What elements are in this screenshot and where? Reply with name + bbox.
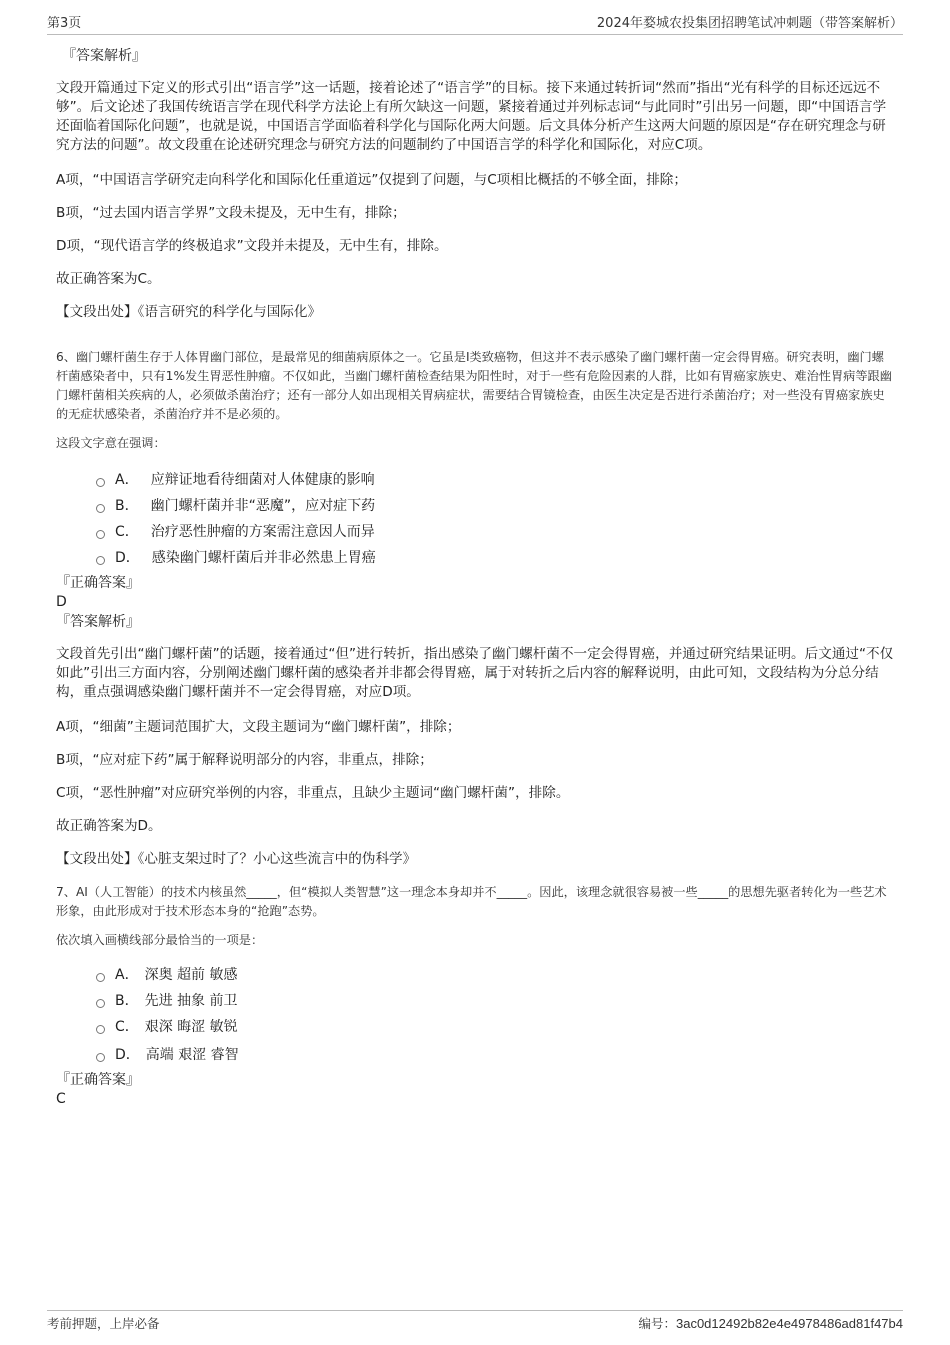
- radio-button[interactable]: [96, 504, 105, 513]
- q7-options: [56, 962, 896, 1070]
- q6-option-b[interactable]: B． 幽门螺杆菌并非“恶魔”，应对症下药: [96, 493, 896, 519]
- footer-slogan: 考前押题，上岸必备: [47, 1316, 160, 1331]
- radio-button[interactable]: [96, 478, 105, 487]
- radio-button[interactable]: [96, 1025, 105, 1034]
- page-footer: [47, 1310, 903, 1332]
- q6-analysis-item-c: C项，“恶性肿瘤”对应研究举例的内容，非重点，且缺少主题词“幽门螺杆菌”，排除。: [56, 785, 570, 801]
- q6-option-c[interactable]: C． 治疗恶性肿瘤的方案需注意因人而异: [96, 519, 896, 545]
- q7-option-a[interactable]: A． 深奥 超前 敏感: [96, 962, 896, 988]
- q7-option-b[interactable]: B． 先进 抽象 前卫: [96, 988, 896, 1014]
- radio-button[interactable]: [96, 556, 105, 565]
- page-content: [56, 46, 896, 1108]
- q5-analysis-item-b: B项，“过去国内语言学界”文段未提及，无中生有，排除；: [56, 205, 406, 221]
- footer-code: 编号：3ac0d12492b82e4e4978486ad81f47b4: [638, 1316, 903, 1331]
- radio-button[interactable]: [96, 973, 105, 982]
- q7-option-c[interactable]: C． 艰深 晦涩 敏锐: [96, 1014, 896, 1040]
- q6-source: 【文段出处】《心脏支架过时了？小心这些流言中的伪科学》: [56, 851, 417, 867]
- q7-option-d[interactable]: D． 高端 艰涩 睿智: [96, 1040, 896, 1070]
- page-header: [47, 12, 903, 35]
- radio-button[interactable]: [96, 530, 105, 539]
- q5-analysis-text: 文段开篇通过下定义的形式引出“语言学”这一话题，接着论述了“语言学”的目标。接下来通过转折词“然而”指出“光有科学的目标还远远不够”。后文论述了我国传统语言学在现代科学方法论上有所欠缺这一问题，紧接着通过并列标志词“与此同时”引出另一问题，即“中国语言学还面临着国际化问题”，也就是说，中国语言学面临着科学化与国际化两大问题。后文具体分析产生这两大问题的原因是“存在研究理念与研究方法的问题”。故文段重在论述研究理念与研究方法的问题制约了中国语言学的科学化和国际化，对应C项。: [56, 80, 887, 153]
- q5-conclusion: 故正确答案为C。: [56, 271, 161, 287]
- q5-analysis-item-a: A项，“中国语言学研究走向科学化和国际化任重道远”仅提到了问题，与C项相比概括的不够全面，排除；: [56, 172, 687, 188]
- q6-analysis-label: 『答案解析』: [56, 614, 140, 630]
- q7-answer: C: [56, 1091, 66, 1107]
- q6-option-a[interactable]: A． 应辩证地看待细菌对人体健康的影响: [96, 467, 896, 493]
- q6-answer-label: 『正确答案』: [56, 575, 140, 591]
- q6-conclusion: 故正确答案为D。: [56, 818, 162, 834]
- q5-analysis-item-d: D项，“现代语言学的终极追求”文段并未提及，无中生有，排除。: [56, 238, 448, 254]
- q6-options: [56, 467, 896, 571]
- page-number: 第3页: [47, 16, 82, 31]
- q6-option-d[interactable]: D． 感染幽门螺杆菌后并非必然患上胃癌: [96, 545, 896, 571]
- q7-answer-label: 『正确答案』: [56, 1072, 140, 1088]
- q5-analysis-label: 『答案解析』: [62, 48, 146, 64]
- q6-analysis-item-b: B项，“应对症下药”属于解释说明部分的内容，非重点，排除；: [56, 752, 433, 768]
- radio-button[interactable]: [96, 999, 105, 1008]
- q6-prompt: 这段文字意在强调：: [56, 436, 166, 450]
- document-title: 2024年婺城农投集团招聘笔试冲刺题（带答案解析）: [596, 16, 903, 31]
- q6-answer: D: [56, 594, 67, 610]
- q5-source: 【文段出处】《语言研究的科学化与国际化》: [56, 304, 322, 320]
- radio-button[interactable]: [96, 1053, 105, 1062]
- q6-analysis-text: 文段首先引出“幽门螺杆菌”的话题，接着通过“但”进行转折，指出感染了幽门螺杆菌不一定会得胃癌，并通过研究结果证明。后文通过“不仅如此”引出三方面内容，分别阐述幽门螺杆菌的感染者并非都会得胃癌，属于对转折之后内容的解释说明，由此可知，文段结构为分总分结构，重点强调感染幽门螺杆菌并不一定会得胃癌，对应D项。: [56, 646, 894, 700]
- q6-analysis-item-a: A项，“细菌”主题词范围扩大，文段主题词为“幽门螺杆菌”，排除；: [56, 719, 461, 735]
- q7-prompt: 依次填入画横线部分最恰当的一项是：: [56, 933, 264, 947]
- q6-stem: 6、幽门螺杆菌生存于人体胃幽门部位，是最常见的细菌病原体之一。它虽是I类致癌物，但这并不表示感染了幽门螺杆菌一定会得胃癌。研究表明，幽门螺杆菌感染者中，只有1%发生胃恶性肿瘤。不仅如此，当幽门螺杆菌检查结果为阳性时，对于一些有危险因素的人群，比如有胃癌家族史、难治性胃病等跟幽门螺杆菌相关疾病的人，必须做杀菌治疗；还有一部分人如出现相关胃病症状，需要结合胃镜检查，由医生决定是否进行杀菌治疗；对一些没有胃癌家族史的无症状感染者，杀菌治疗并不是必须的。: [56, 350, 892, 421]
- q7-stem: 7、AI（人工智能）的技术内核虽然_____，但“模拟人类智慧”这一理念本身却并不_____。因此，该理念就很容易被一些_____的思想先驱者转化为一些艺术形象，由此形成对于技术形态本身的“抢跑”态势。: [56, 885, 887, 918]
